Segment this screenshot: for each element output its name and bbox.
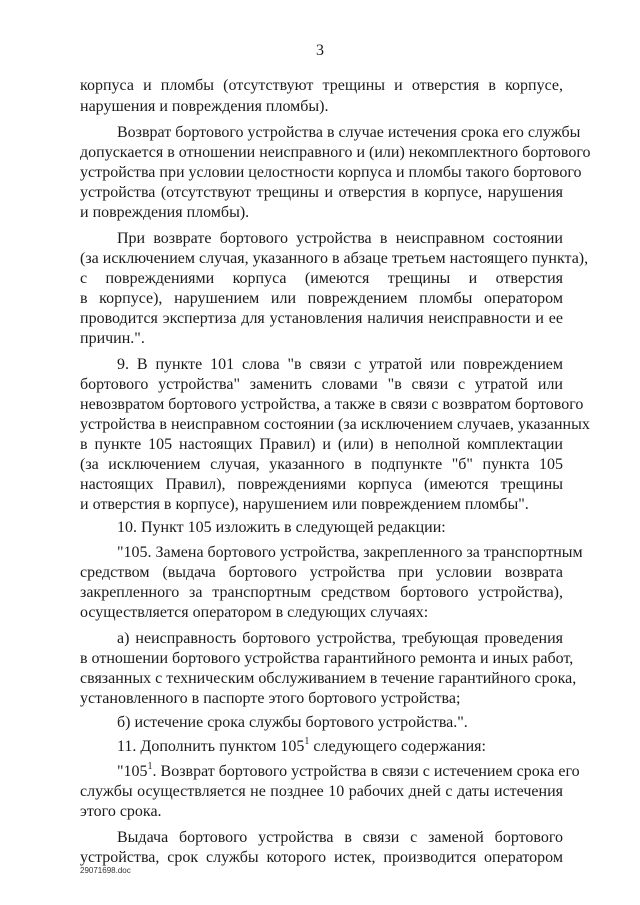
text-line: устройства (отсутствуют трещины и отверстия в корпусе, нарушения [80, 184, 563, 201]
text-line: устройства в неисправном состоянии (за исключением случаев, указанных [80, 416, 590, 433]
text-line: и отверстия в корпусе), нарушением или повреждением пломбы". [80, 496, 529, 513]
text-line: установленного в паспорте этого бортового устройства; [80, 690, 461, 707]
text-line: "105. Замена бортового устройства, закрепленного за транспортным [117, 544, 583, 561]
text-line: корпуса и пломбы (отсутствуют трещины и отверстия в корпусе, [80, 77, 563, 94]
text-line: допускается в отношении неисправного и (или) некомплектного бортового [80, 144, 591, 161]
text-line: Возврат бортового устройства в случае истечения срока его службы [117, 124, 581, 141]
text-line: 10. Пункт 105 изложить в следующей редакции: [117, 519, 446, 536]
text-line: устройства при условии целостности корпуса и пломбы такого бортового [80, 164, 582, 181]
text-line: б) истечение срока службы бортового устройства.". [117, 714, 468, 731]
text-line: этого срока. [80, 803, 162, 820]
text-line: а) неисправность бортового устройства, требующая проведения [117, 630, 563, 647]
text-line: в отношении бортового устройства гарантийного ремонта и иных работ, [80, 650, 574, 667]
text-line: проводится экспертиза для установления наличия неисправности и ее [80, 310, 563, 327]
text-line: нарушения и повреждения пломбы). [80, 98, 329, 115]
text-line: (за исключением случая, указанного в подпункте "б" пункта 105 [80, 456, 563, 473]
text-line: с повреждениями корпуса (имеются трещины и отверстия [80, 270, 563, 287]
text-line: Выдача бортового устройства в связи с заменой бортового [117, 829, 563, 846]
page-number: 3 [316, 42, 324, 59]
footer-filename: 29071698.doc [80, 866, 131, 875]
text-line: "$105^1$. Возврат бортового устройства в связи с истечением срока его [117, 761, 580, 780]
text-line: службы осуществляется не позднее 10 рабочих дней с даты истечения [80, 783, 563, 800]
text-line: в корпусе), нарушением или повреждением пломбы оператором [80, 290, 563, 307]
text-line: (за исключением случая, указанного в абзаце третьем настоящего пункта), [80, 250, 589, 267]
text-line: настоящих Правил), повреждениями корпуса (имеются трещины [80, 476, 563, 493]
text-line: устройства, срок службы которого истек, производится оператором [80, 849, 563, 866]
text-line: 9. В пункте 101 слова "в связи с утратой или повреждением [117, 356, 563, 373]
text-line: и повреждения пломбы). [80, 204, 250, 221]
text-line: причин.". [80, 330, 145, 347]
text-line: средством (выдача бортового устройства при условии возврата [80, 564, 563, 581]
text-line: осуществляется оператором в следующих случаях: [80, 604, 429, 621]
text-line: в пункте 105 настоящих Правил) и (или) в неполной комплектации [80, 436, 563, 453]
text-line: связанных с техническим обслуживанием в течение гарантийного срока, [80, 670, 577, 687]
text-line: При возврате бортового устройства в неисправном состоянии [117, 230, 563, 247]
text-line: 11. Дополнить пунктом $105^1$ следующего содержания: [117, 736, 486, 755]
text-line: бортового устройства" заменить словами "в связи с утратой или [80, 376, 563, 393]
text-line: невозвратом бортового устройства, а также в связи с возвратом бортового [80, 396, 584, 413]
text-line: закрепленного за транспортным средством бортового устройства), [80, 584, 563, 601]
